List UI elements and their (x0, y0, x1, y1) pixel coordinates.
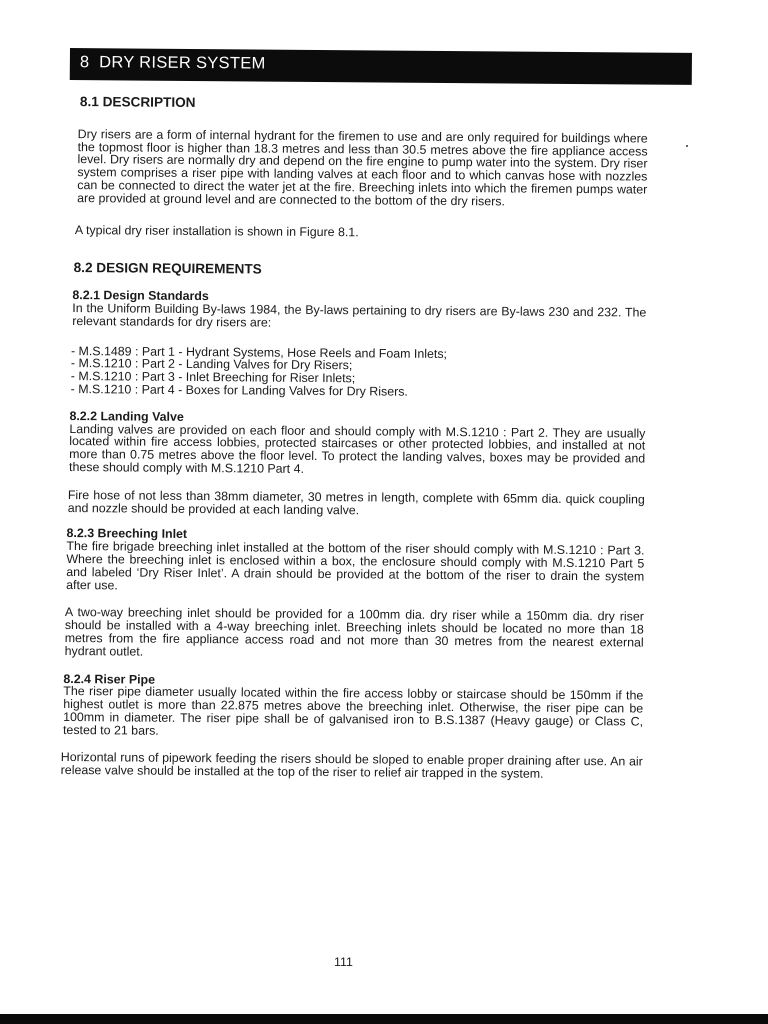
main-content (60, 94, 648, 782)
section-heading-description: 8.1 DESCRIPTION (79, 94, 196, 111)
chapter-header-bar (70, 48, 692, 85)
scan-speck (686, 145, 688, 147)
chapter-title (80, 53, 266, 73)
subsection-heading-design-standards: 8.2.1 Design Standards (72, 288, 209, 304)
subsection-heading-landing-valve: 8.2.2 Landing Valve (69, 408, 184, 424)
list-item: - M.S.1210 : Part 2 - Landing Valves for Dry Risers; (70, 356, 353, 373)
chapter-number: 8 (79, 53, 90, 72)
subsection-heading-breeching-inlet: 8.2.3 Breeching Inlet (66, 526, 188, 542)
riser-pipe-paragraph-2: Horizontal runs of pipework feeding the risers should be sloped to enable proper draining after use. An air release valve should be installed at the top of the riser to relief air trapped in the system. (60, 750, 643, 782)
subsection-heading-riser-pipe: 8.2.4 Riser Pipe (63, 671, 156, 687)
chapter-title-text: DRY RISER SYSTEM (99, 53, 266, 73)
breeching-inlet-paragraph-2: A two-way breeching inlet should be provided for a 100mm dia. dry riser while a 150mm dia. dry riser should be installed with a 4-way breeching inlet. Breeching inlets should be located no more than 18 metres from the fire appliance access road and not more than 30 metres from the nearest external hydrant outlet. (64, 605, 644, 659)
breeching-inlet-paragraph-1: The fire brigade breeching inlet installed at the bottom of the riser should comply with M.S.1210 : Part 3. Where the breeching inlet is enclosed within a box, the enclosure should comply with M.S.1210 Part 5 and labeled ‘Dry Riser Inlet’. A drain should be provided at the bottom of the riser to drain the system after use. (66, 539, 645, 592)
landing-valve-paragraph-2: Fire hose of not less than 38mm diameter, 30 metres in length, complete with 65mm dia. quick coupling and nozzle should be provided at each landing valve. (67, 487, 645, 517)
description-paragraph-2: A typical dry riser installation is shown in Figure 8.1. (74, 222, 359, 239)
list-item: - M.S.1210 : Part 3 - Inlet Breeching for Riser Inlets; (70, 369, 356, 386)
landing-valve-paragraph-1: Landing valves are provided on each floor and should comply with M.S.1210 : Part 2. They are usually located within fire access lobbies, protected staircases or other protected lobbies, and installed at not more than 0.75 metres above the floor level. To protect the landing valves, boxes may be provided and these should comply with M.S.1210 Part 4. (69, 421, 646, 476)
page-number: 111 (334, 955, 353, 969)
list-item: - M.S.1210 : Part 4 - Boxes for Landing Valves for Dry Risers. (70, 381, 408, 399)
standards-list (71, 345, 646, 401)
riser-pipe-paragraph-1: The riser pipe diameter usually located within the fire access lobby or staircase should be 150mm if the highest outlet is more than 22.875 metres above the breeching inlet. Otherwise, the riser pipe can be 100mm in diameter. The riser pipe shall be of galvanised iron to B.S.1387 (Heavy gauge) or Class C, tested to 21 bars. (62, 684, 644, 738)
description-paragraph-1: Dry risers are a form of internal hydrant for the firemen to use and are only required for buildings where the topmost floor is higher than 18.3 metres and less than 30.5 metres above the fire appliance access level. Dry risers are normally dry and depend on the fire engine to pump water into the system. Dry riser system comprises a riser pipe with landing valves at each floor and to which canvas hose with nozzles can be connected to direct the water jet at the fire. Breeching inlets into which the firemen pumps water are provided at ground level and are connected to the bottom of the dry risers. (77, 126, 648, 209)
design-standards-intro: In the Uniform Building By-laws 1984, the By-laws pertaining to dry risers are By-laws 230 and 232. The relevant standards for dry risers are: (72, 301, 647, 330)
list-item: - M.S.1489 : Part 1 - Hydrant Systems, Hose Reels and Foam Inlets; (70, 343, 448, 361)
scan-bottom-edge (0, 1014, 768, 1024)
section-heading-design-requirements: 8.2 DESIGN REQUIREMENTS (73, 260, 262, 277)
